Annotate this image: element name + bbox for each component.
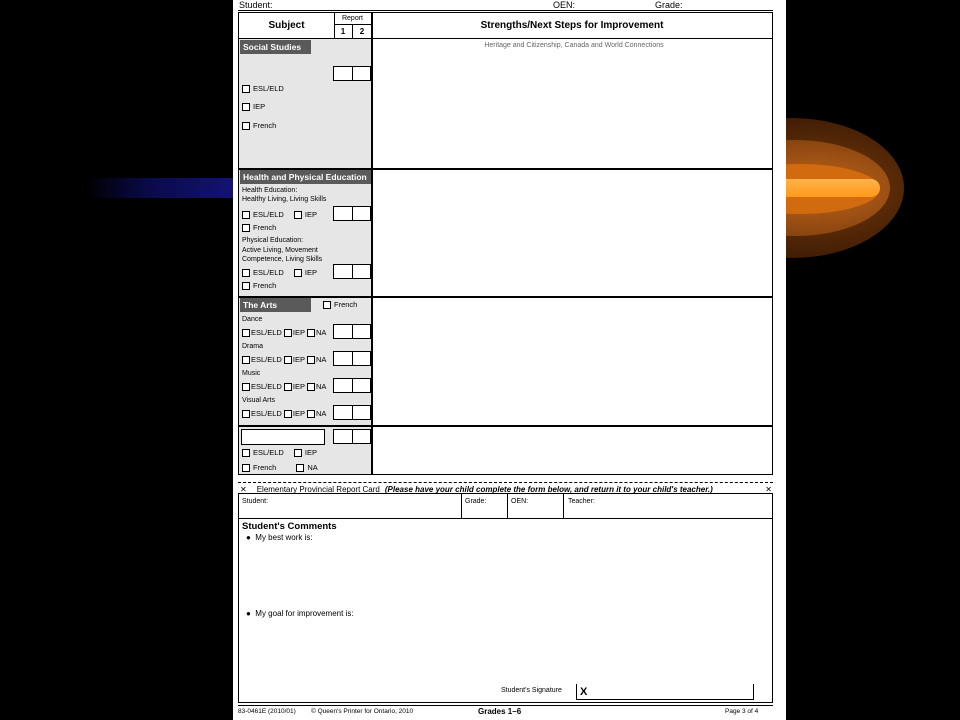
drama-esl-checkbox[interactable] xyxy=(242,356,250,364)
student-comments-title: Student's Comments xyxy=(242,521,337,532)
other-iep-checkbox[interactable] xyxy=(294,449,302,457)
oen-label: OEN: xyxy=(553,0,576,10)
page-number: Page 3 of 4 xyxy=(725,708,759,715)
dance-mark-boxes[interactable] xyxy=(333,324,371,339)
health-ed-mark-boxes[interactable] xyxy=(333,206,371,221)
subject-header: Subject xyxy=(268,20,305,31)
social-studies-hint: Heritage and Citizenship, Canada and World Connections xyxy=(484,42,664,49)
dance-label: Dance xyxy=(242,316,263,323)
phys-ed-line1: Physical Education: xyxy=(242,237,304,244)
social-studies-title: Social Studies xyxy=(240,40,311,54)
student-label: Student: xyxy=(239,0,273,10)
dance-na-checkbox[interactable] xyxy=(307,329,315,337)
report-card-page xyxy=(233,0,786,720)
goal-prompt: ● My goal for improvement is: xyxy=(246,609,354,618)
social-studies-mark-boxes[interactable] xyxy=(333,66,371,81)
subjects-grid: Subject Report 1 2 Strengths/Next Steps for Improvement Social Studies Heritage and Citizenship, Canada and World Connections ESL/ELD IEP French Health and Physical Education Health Education: Healthy Living, Living Skills ESL/ELD IEP French Physical Education: Active Living, Movement Competence, Living Skills ESL/ELD IEP French The Arts French Dance ESL/ELD IEP NA Drama ESL/ELD IEP NA Music ESL/ELD IEP NA Visual Arts ESL/ELD IEP NA ESL/ELD IEP French NA xyxy=(238,12,773,475)
phys-ed-iep-checkbox[interactable] xyxy=(294,269,302,277)
social-studies-esl-checkbox[interactable] xyxy=(242,85,250,93)
other-subject-input[interactable] xyxy=(241,429,325,445)
phys-ed-mark-boxes[interactable] xyxy=(333,264,371,279)
visual-arts-iep-checkbox[interactable] xyxy=(284,410,292,418)
strengths-header: Strengths/Next Steps for Improvement xyxy=(480,20,664,31)
health-ed-esl-checkbox[interactable] xyxy=(242,211,250,219)
other-esl-checkbox[interactable] xyxy=(242,449,250,457)
grades-label: Grades 1–6 xyxy=(478,707,522,716)
arts-french-checkbox[interactable] xyxy=(323,301,331,309)
scissor-right-icon: ✕ xyxy=(765,484,772,494)
best-work-prompt: ● My best work is: xyxy=(246,533,313,542)
term-1-header: 1 xyxy=(340,27,346,36)
visual-arts-esl-checkbox[interactable] xyxy=(242,410,250,418)
grade-label: Grade: xyxy=(655,0,683,10)
signature-label: Student's Signature xyxy=(501,687,562,694)
other-na-checkbox[interactable] xyxy=(296,464,304,472)
comments-grade-label: Grade: xyxy=(465,498,487,505)
social-studies-iep-checkbox[interactable] xyxy=(242,103,250,111)
phys-ed-line3: Competence, Living Skills xyxy=(242,256,323,263)
cut-instruction: (Please have your child complete the form below, and return it to your child's teacher.) xyxy=(384,484,713,494)
music-na-checkbox[interactable] xyxy=(307,383,315,391)
health-ed-iep-checkbox[interactable] xyxy=(294,211,302,219)
comments-student-label: Student: xyxy=(242,498,269,505)
health-ed-line1: Health Education: xyxy=(242,187,298,194)
arts-title: The Arts xyxy=(240,298,311,312)
phys-ed-esl-checkbox[interactable] xyxy=(242,269,250,277)
music-iep-checkbox[interactable] xyxy=(284,383,292,391)
grid-header xyxy=(239,13,772,39)
phys-ed-french-checkbox[interactable] xyxy=(242,282,250,290)
student-comments-form xyxy=(238,493,773,703)
visual-arts-na-checkbox[interactable] xyxy=(307,410,315,418)
form-code: 83-0461E (2010/01) xyxy=(238,708,296,715)
form-name: Elementary Provincial Report Card xyxy=(256,484,380,494)
signature-field[interactable] xyxy=(576,684,754,700)
copyright: © Queen's Printer for Ontario, 2010 xyxy=(311,708,414,715)
signature-x-mark: X xyxy=(580,686,588,698)
health-ed-french-checkbox[interactable] xyxy=(242,224,250,232)
scissor-left-icon: ✕ xyxy=(240,484,247,494)
other-french-checkbox[interactable] xyxy=(242,464,250,472)
health-ed-line2: Healthy Living, Living Skills xyxy=(242,196,327,203)
dance-esl-checkbox[interactable] xyxy=(242,329,250,337)
music-esl-checkbox[interactable] xyxy=(242,383,250,391)
phys-ed-line2: Active Living, Movement xyxy=(242,247,318,254)
visual-arts-label: Visual Arts xyxy=(242,397,275,404)
social-studies-french-checkbox[interactable] xyxy=(242,122,250,130)
music-label: Music xyxy=(242,370,261,377)
music-mark-boxes[interactable] xyxy=(333,378,371,393)
drama-na-checkbox[interactable] xyxy=(307,356,315,364)
comments-oen-label: OEN: xyxy=(511,498,529,505)
comments-teacher-label: Teacher: xyxy=(568,498,595,505)
drama-iep-checkbox[interactable] xyxy=(284,356,292,364)
drama-mark-boxes[interactable] xyxy=(333,351,371,366)
report-header: Report xyxy=(341,15,363,22)
dance-iep-checkbox[interactable] xyxy=(284,329,292,337)
health-pe-title: Health and Physical Education xyxy=(240,170,371,184)
drama-label: Drama xyxy=(242,343,264,350)
blue-streak-decoration xyxy=(85,178,245,198)
visual-arts-mark-boxes[interactable] xyxy=(333,405,371,420)
other-subject-mark-boxes[interactable] xyxy=(333,429,371,444)
term-2-header: 2 xyxy=(359,27,365,36)
